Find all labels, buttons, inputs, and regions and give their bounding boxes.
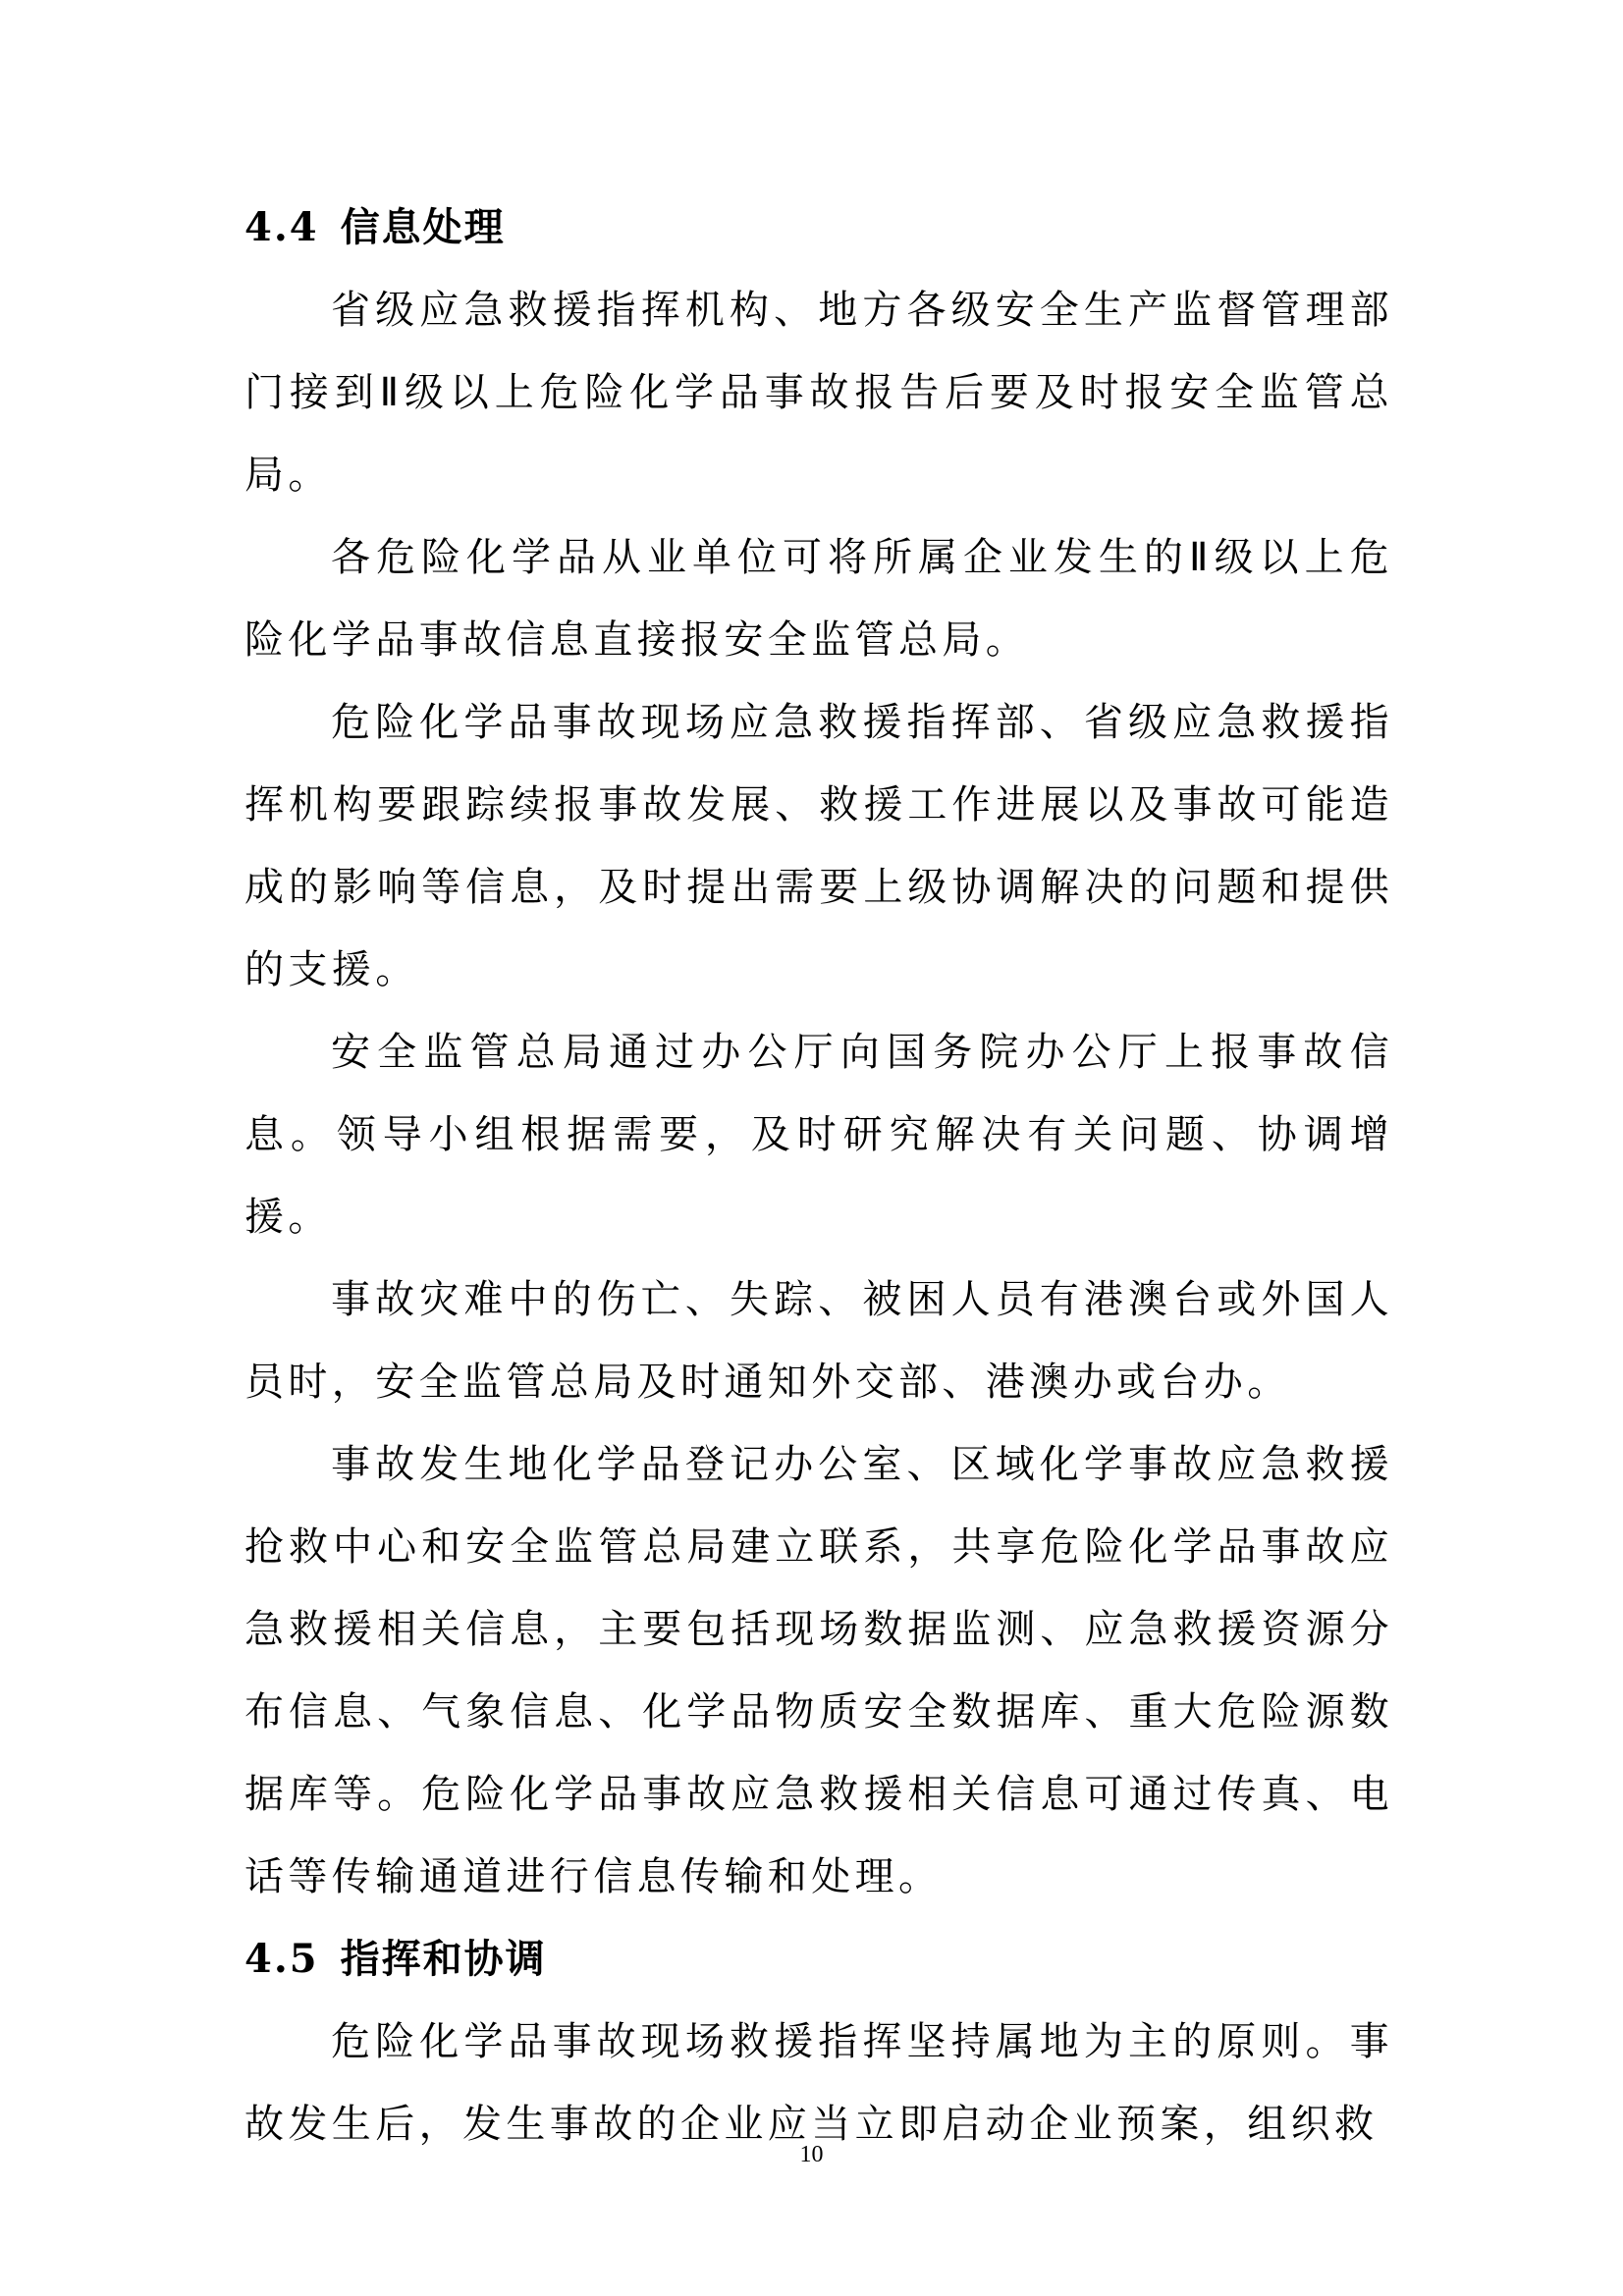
- section-title: 指挥和协调: [340, 1937, 547, 1982]
- page-body: [244, 187, 1393, 2165]
- paragraph: 危险化学品事故现场应急救援指挥部、省级应急救援指挥机构要跟踪续报事故发展、救援工作进展以及事故可能造成的影响等信息，及时提出需要上级协调解决的问题和提供的支援。: [244, 700, 1393, 992]
- paragraph: 危险化学品事故现场救援指挥坚持属地为主的原则。事故发生后，发生事故的企业应当立即启动企业预案，组织救: [244, 2019, 1393, 2147]
- section-heading-4-5: [244, 1918, 1393, 2001]
- section-number: 4.5: [244, 1936, 319, 1982]
- section-heading-4-4: [244, 187, 1393, 269]
- paragraph: 事故发生地化学品登记办公室、区域化学事故应急救援抢救中心和安全监管总局建立联系，共享危险化学品事故应急救援相关信息，主要包括现场数据监测、应急救援资源分布信息、气象信息、化学品物质安全数据库、重大危险源数据库等。危险化学品事故应急救援相关信息可通过传真、电话等传输通道进行信息传输和处理。: [244, 1442, 1393, 1899]
- paragraph: 安全监管总局通过办公厅向国务院办公厅上报事故信息。领导小组根据需要，及时研究解决有关问题、协调增援。: [244, 1030, 1393, 1240]
- paragraph: 省级应急救援指挥机构、地方各级安全生产监督管理部门接到Ⅱ级以上危险化学品事故报告后要及时报安全监管总局。: [244, 288, 1393, 498]
- section-number: 4.4: [244, 204, 319, 250]
- paragraph: 各危险化学品从业单位可将所属企业发生的Ⅱ级以上危险化学品事故信息直接报安全监管总局。: [244, 535, 1393, 663]
- section-title: 信息处理: [340, 205, 506, 250]
- paragraph: 事故灾难中的伤亡、失踪、被困人员有港澳台或外国人员时，安全监管总局及时通知外交部、港澳办或台办。: [244, 1277, 1393, 1405]
- page-number: 10: [799, 2142, 824, 2167]
